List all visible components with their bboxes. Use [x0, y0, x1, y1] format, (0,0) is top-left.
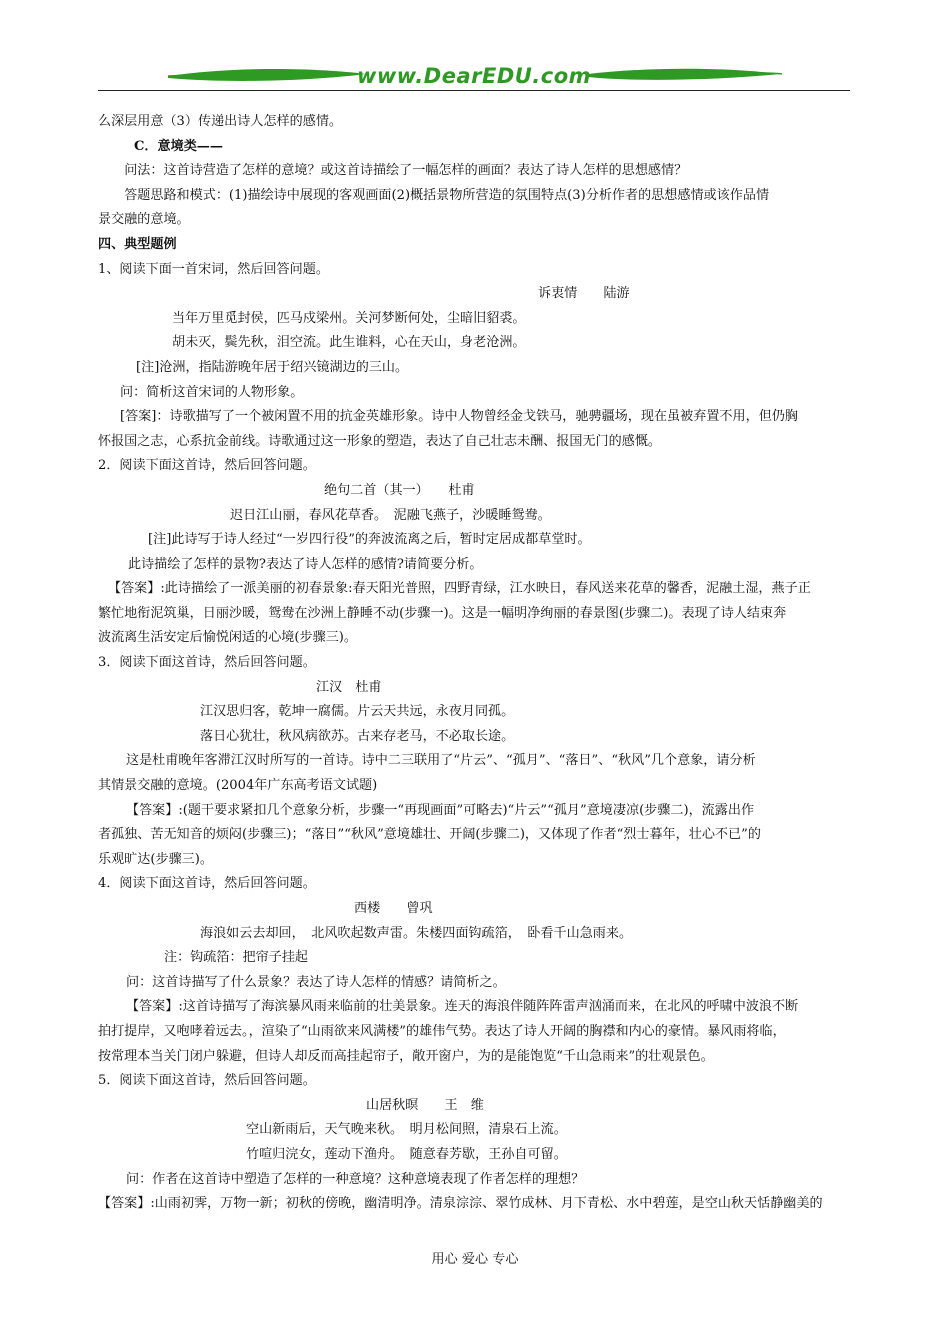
text-line: 这是杜甫晚年客滞江汉时所写的一首诗。诗中二三联用了“片云”、“孤月”、“落日”、“秋风”几个意象，请分析: [126, 753, 756, 769]
poem-title: 诉衷情 陆游: [538, 286, 630, 302]
answer-line: 拍打提岸，又咆哮着远去。，渲染了“山雨欲来风满楼”的雄伟气势。表达了诗人开阔的胸襟和内心的豪情。暴风雨将临，: [98, 1023, 786, 1039]
answer-line: 按常理本当关门闭户躲避，但诗人却反而高挂起帘子，敞开窗户，为的是能饱览“千山急雨来”的壮观景色。: [98, 1048, 714, 1064]
header-rule: [98, 90, 850, 91]
question-line: 3．阅读下面这首诗，然后回答问题。: [98, 655, 316, 671]
poem-line: 江汉思归客，乾坤一腐儒。片云天共远，永夜月同孤。: [200, 704, 515, 720]
poem-line: 胡未灭，鬓先秋，泪空流。此生谁料，心在天山，身老沧洲。: [172, 335, 526, 351]
text-line: 景交融的意境。: [98, 212, 190, 228]
question-line: 2．阅读下面这首诗，然后回答问题。: [98, 458, 316, 474]
poem-line: 当年万里觅封侯，匹马戍梁州。关河梦断何处，尘暗旧貂裘。: [172, 310, 526, 326]
text-line: 答题思路和模式：(1)描绘诗中展现的客观画面(2)概括景物所营造的氛围特点(3)分析作者的思想感情或该作品情: [124, 187, 770, 203]
answer-line: 【答案】:(题干要求紧扣几个意象分析，步骤一“再现画面”可略去)“片云”“孤月”意境凄凉(步骤二)，流露出作: [126, 802, 755, 818]
poem-title: 西楼 曾巩: [354, 901, 433, 916]
answer-line: 【答案】:此诗描绘了一派美丽的初春景象:春天阳光普照，四野青绿，江水映日，春风送来花草的馨香，泥融土湿，燕子正: [108, 581, 811, 597]
answer-line: 怀报国之志，心系抗金前线。诗歌通过这一形象的塑造，表达了自己壮志未酬、报国无门的感慨。: [98, 433, 662, 449]
section-heading: 四、典型题例: [98, 236, 177, 252]
answer-line: 【答案】:山雨初霁，万物一新；初秋的傍晚，幽清明净。清泉淙淙、翠竹成林、月下青松、水中碧莲，是空山秋天恬静幽美的: [98, 1196, 823, 1212]
answer-line: 乐观旷达(步骤三)。: [98, 851, 213, 867]
text-line: 问：简析这首宋词的人物形象。: [120, 384, 304, 400]
text-line: 问：这首诗描写了什么景象？表达了诗人怎样的情感？请简析之。: [126, 974, 506, 990]
answer-line: 者孤独、苦无知音的烦闷(步骤三)；“落日”“秋风”意境雄壮、开阔(步骤二)，又体现了作者“烈士暮年，壮心不已”的: [98, 827, 761, 843]
poem-line: 落日心犹壮，秋风病欲苏。古来存老马，不必取长途。: [200, 728, 515, 744]
text-line: 问：作者在这首诗中塑造了怎样的一种意境？这种意境表现了作者怎样的理想？: [126, 1171, 585, 1187]
poem-title: 绝句二首（其一） 杜甫: [324, 482, 475, 498]
question-line: 1、阅读下面一首宋词，然后回答问题。: [98, 261, 329, 277]
note-line: [注]此诗写于诗人经过“一岁四行役”的奔波流离之后，暂时定居成都草堂时。: [148, 532, 591, 548]
answer-line: 【答案】:这首诗描写了海滨暴风雨来临前的壮美景象。连天的海浪伴随阵阵雷声汹涌而来，在北风的呼啸中波浪不断: [126, 999, 799, 1015]
text-line: 问法：这首诗营造了怎样的意境？或这首诗描绘了一幅怎样的画面？表达了诗人怎样的思想感情？: [124, 163, 688, 179]
logo-text: www.DearEDU.com: [356, 64, 592, 88]
note-line: [注]沧洲，指陆游晚年居于绍兴镜湖边的三山。: [136, 359, 409, 375]
site-header-logo: [98, 58, 850, 94]
answer-line: 繁忙地衔泥筑巢，日丽沙暖，鸳鸯在沙洲上静睡不动(步骤一)。这是一幅明净绚丽的春景图(步骤二)。表现了诗人结束奔: [98, 605, 787, 621]
text-line: 此诗描绘了怎样的景物?表达了诗人怎样的感情?请简要分析。: [128, 556, 483, 572]
question-line: 5．阅读下面这首诗，然后回答问题。: [98, 1073, 316, 1089]
section-heading: C．意境类——: [134, 138, 223, 154]
text-line: 其情景交融的意境。(2004年广东高考语文试题): [98, 778, 378, 794]
poem-title: 江汉 杜甫: [316, 679, 382, 695]
poem-title: 山居秋暝 王 维: [366, 1097, 484, 1113]
poem-line: 竹喧归浣女，莲动下渔舟。 随意春芳歇，王孙自可留。: [246, 1146, 567, 1162]
poem-line: 海浪如云去却回， 北风吹起数声雷。朱楼四面钩疏箔， 卧看千山急雨来。: [200, 925, 633, 941]
document-body: [98, 110, 854, 1217]
poem-line: 迟日江山丽，春风花草香。 泥融飞燕子，沙暖睡鸳鸯。: [230, 507, 551, 523]
page-footer: 用心 爱心 专心: [431, 1252, 519, 1267]
answer-line: 波流离生活安定后愉悦闲适的心境(步骤三)。: [98, 630, 357, 646]
answer-line: [答案]：诗歌描写了一个被闲置不用的抗金英雄形象。诗中人物曾经金戈铁马，驰骋疆场，现在虽被弃置不用，但仍胸: [120, 409, 798, 425]
poem-line: 空山新雨后，天气晚来秋。 明月松间照，清泉石上流。: [246, 1122, 567, 1138]
text-line: 么深层用意（3）传递出诗人怎样的感情。: [98, 114, 343, 129]
question-line: 4．阅读下面这首诗，然后回答问题。: [98, 876, 316, 892]
note-line: 注：钩疏箔：把帘子挂起: [164, 950, 309, 966]
